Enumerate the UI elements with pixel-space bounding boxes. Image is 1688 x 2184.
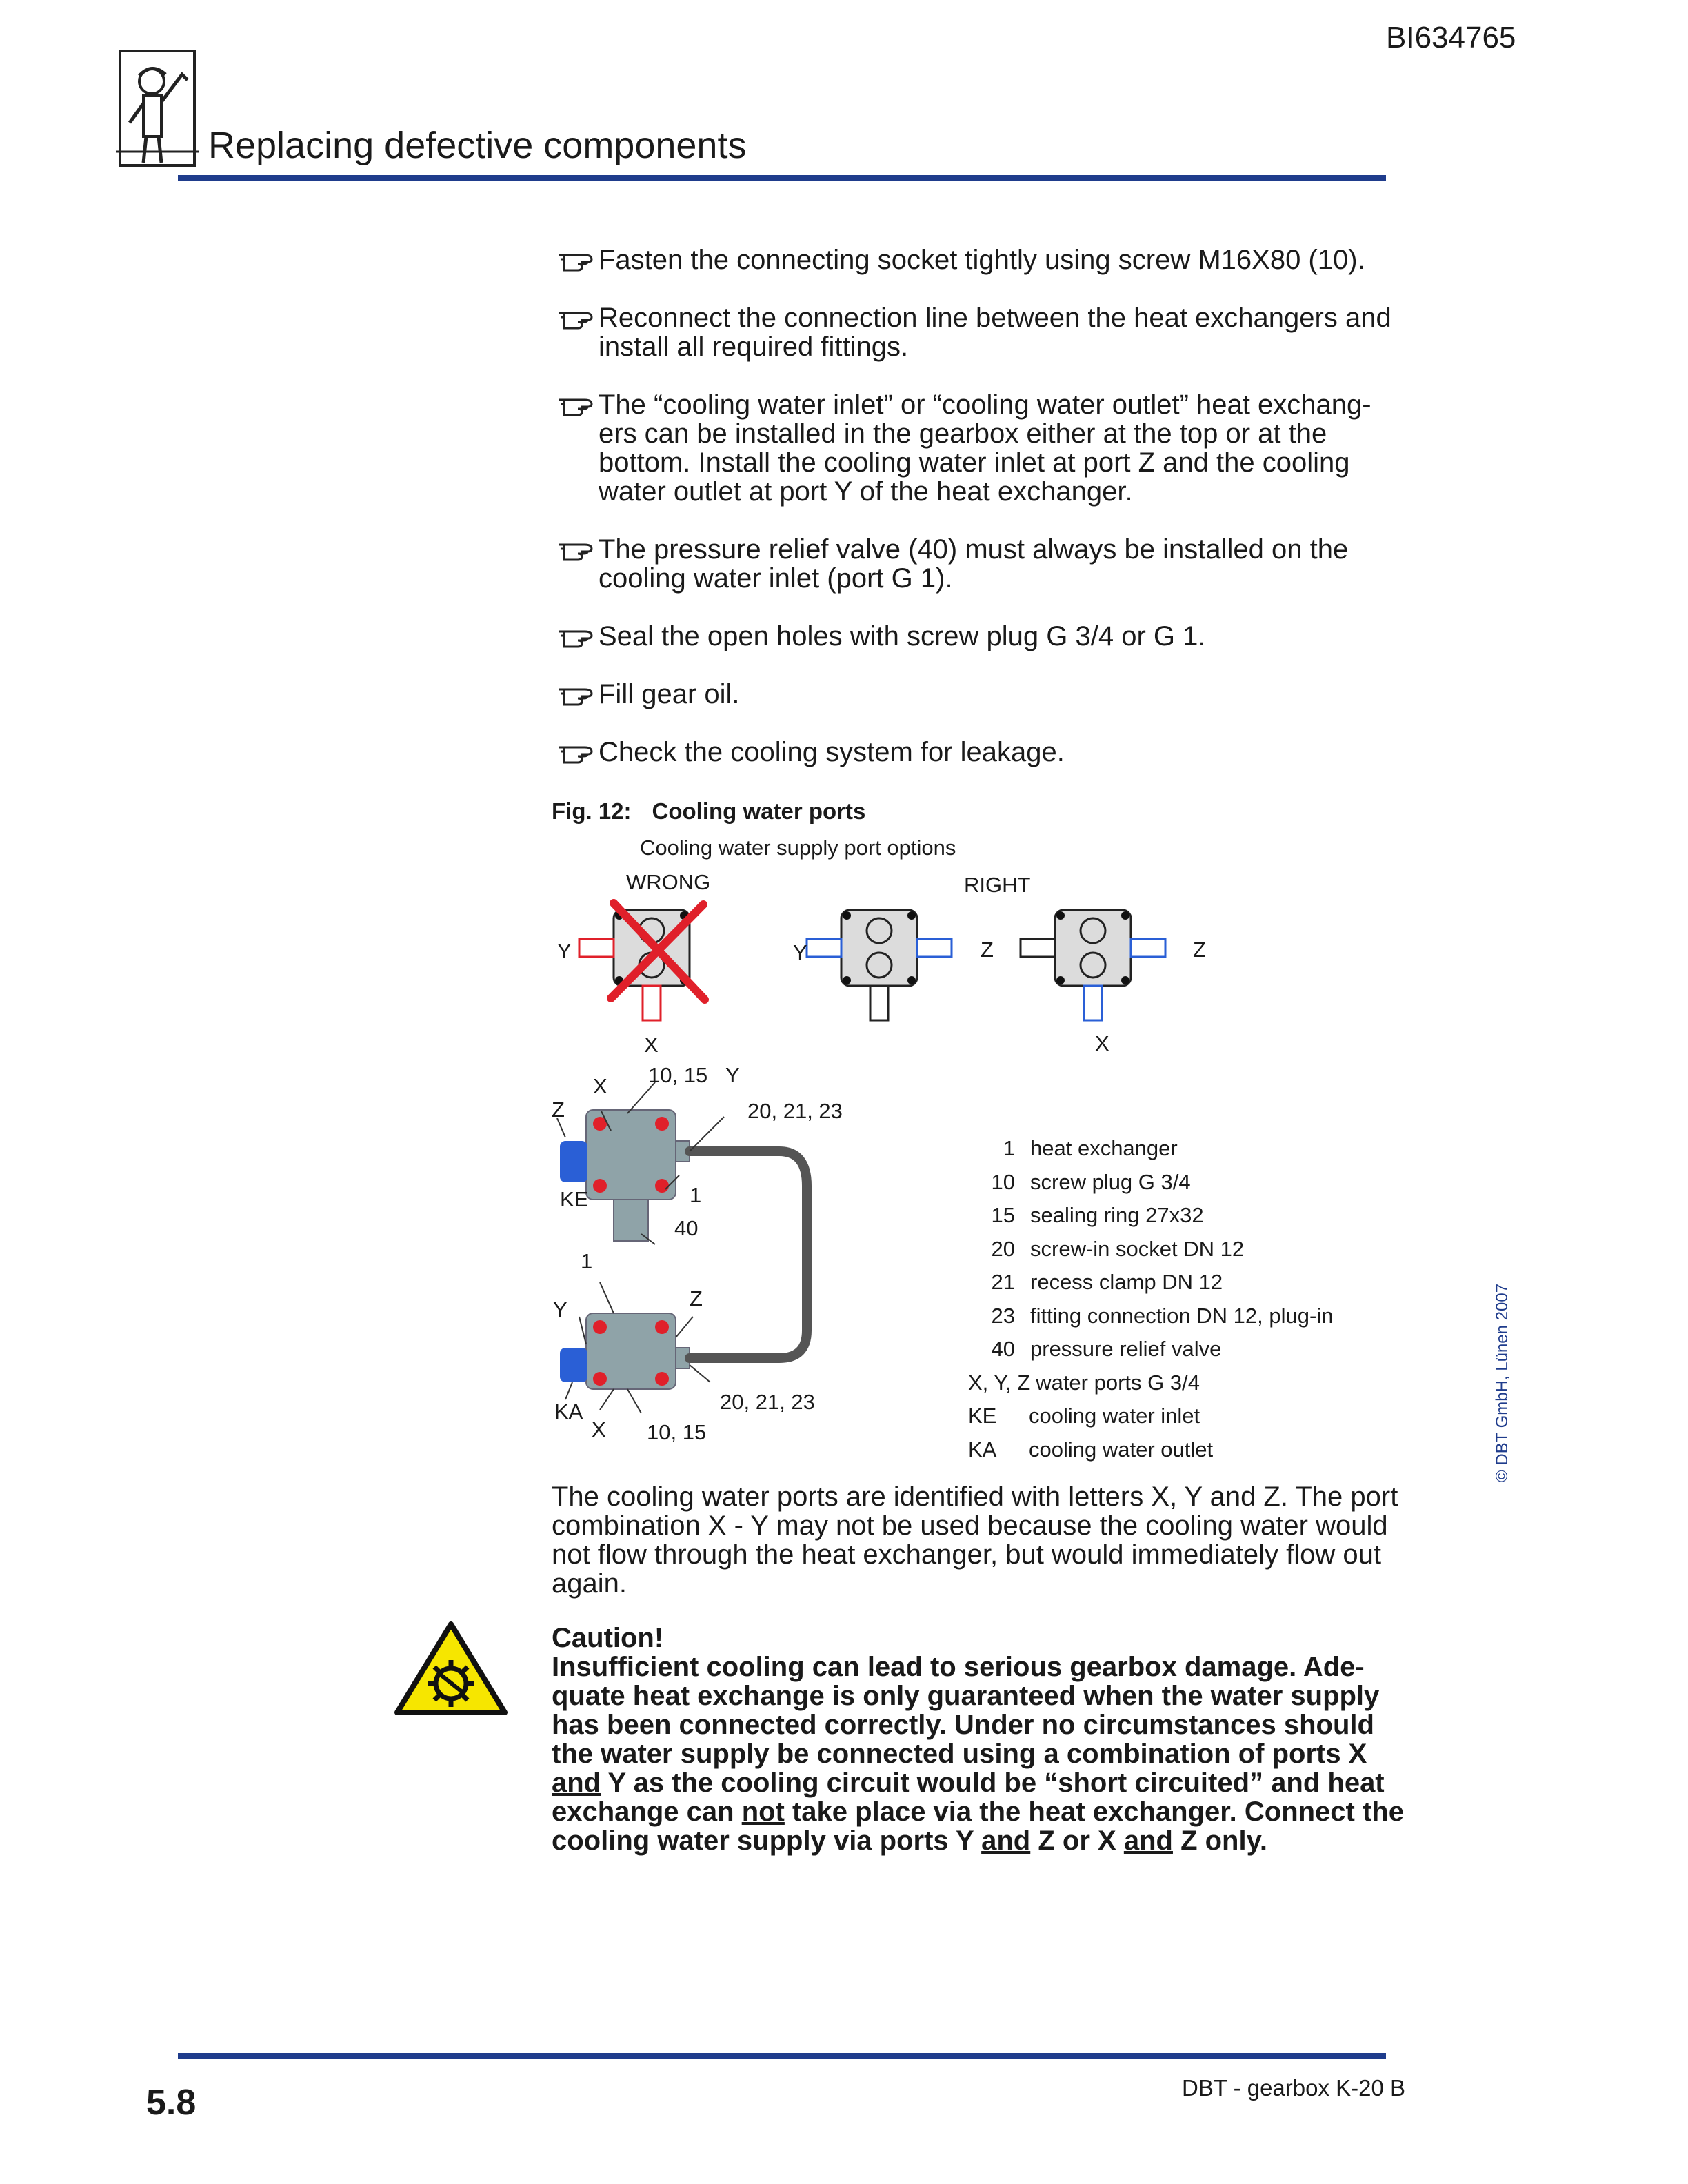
copyright-notice — [1481, 1186, 1523, 1489]
legend-text: water ports G 3/4 — [1036, 1370, 1200, 1395]
caution-emphasis: and — [981, 1826, 1031, 1856]
pointing-hand-icon — [557, 393, 599, 423]
header-rule — [178, 175, 1386, 181]
pointing-hand-icon — [557, 625, 599, 655]
callout-ke: KE — [560, 1187, 589, 1211]
right-label: RIGHT — [964, 873, 1031, 897]
step-item — [557, 245, 1412, 279]
legend-text: sealing ring 27x32 — [1030, 1203, 1204, 1227]
port-y-label: Y — [725, 1063, 740, 1087]
body-paragraph: The cooling water ports are identified with letters X, Y and Z. The port combination X - Y may not be used because the cooling water would not flow through the heat exchanger, but would immediately flow out again. — [552, 1482, 1398, 1599]
legend-number: 23 — [991, 1303, 1015, 1328]
pointing-hand-icon — [557, 538, 599, 568]
step-text: Seal the open holes with screw plug G 3/4 or G 1. — [599, 621, 1206, 651]
legend-row — [972, 1170, 1333, 1204]
legend-text: heat exchanger — [1030, 1136, 1178, 1160]
caution-emphasis: and — [552, 1768, 601, 1798]
legend-number: KA — [968, 1437, 997, 1462]
step-item — [557, 390, 1412, 506]
callout-20-21-23: 20, 21, 23 — [720, 1390, 815, 1414]
port-x-label: X — [1095, 1031, 1109, 1055]
section-title: Replacing defective components — [208, 125, 747, 166]
footer-rule — [178, 2053, 1386, 2059]
legend-text: pressure relief valve — [1030, 1337, 1222, 1361]
document-id: BI634765 — [1386, 21, 1516, 54]
caution-text-part: Z only. — [1172, 1826, 1267, 1856]
port-y-label: Y — [557, 939, 572, 963]
legend-row — [968, 1371, 1333, 1404]
legend-row — [972, 1270, 1333, 1304]
callout-1: 1 — [690, 1183, 702, 1207]
callout-10-15: 10, 15 — [648, 1063, 708, 1087]
pointing-hand-icon — [557, 306, 599, 336]
legend-number: X, Y, Z — [968, 1370, 1031, 1395]
pointing-hand-icon — [557, 248, 599, 279]
legend-number: 40 — [991, 1337, 1015, 1361]
callout-20-21-23: 20, 21, 23 — [747, 1099, 843, 1123]
figure-legend — [968, 1136, 1334, 1470]
port-y-label: Y — [793, 940, 807, 964]
port-x-label: X — [593, 1074, 607, 1098]
step-item — [557, 622, 1412, 655]
legend-row — [972, 1337, 1333, 1371]
legend-row — [972, 1136, 1333, 1170]
legend-row — [968, 1404, 1333, 1437]
footer-document-name: DBT - gearbox K-20 B — [1182, 2075, 1406, 2101]
caution-text-part: Y as the cooling circuit would be “short circuited” and heat exchange can — [552, 1768, 1385, 1827]
port-z-label: Z — [981, 938, 994, 962]
caution-text-part: Z or X — [1030, 1826, 1124, 1856]
callout-ka: KA — [554, 1399, 583, 1424]
step-item — [557, 303, 1412, 361]
figure-title: Cooling water ports — [652, 798, 866, 824]
legend-row — [972, 1304, 1333, 1337]
legend-row — [972, 1203, 1333, 1237]
legend-number: KE — [968, 1404, 997, 1428]
port-z-label: Z — [552, 1098, 565, 1122]
legend-number: 15 — [991, 1203, 1015, 1227]
worker-logo-icon — [116, 47, 199, 171]
caution-heading: Caution! — [552, 1623, 664, 1653]
right-exchanger-drawing — [1021, 910, 1165, 1020]
step-text: The “cooling water inlet” or “cooling water outlet” heat exchang-ers can be installed in the gearbox either at the top or at the bottom. Install the cooling water inlet at port Z and the cooling water outlet at port Y of the heat exchanger. — [599, 390, 1372, 507]
legend-number: 21 — [991, 1270, 1015, 1294]
port-z-label: Z — [1193, 938, 1206, 962]
step-item — [557, 535, 1412, 593]
callout-1: 1 — [581, 1249, 593, 1273]
right-exchanger-drawing — [807, 910, 952, 1020]
legend-text: screw plug G 3/4 — [1030, 1169, 1191, 1194]
legend-text: cooling water inlet — [1029, 1404, 1200, 1428]
legend-number: 1 — [1003, 1136, 1015, 1160]
copyright-text: © DBT GmbH, Lünen 2007 — [1493, 1283, 1511, 1482]
step-text: Fill gear oil. — [599, 679, 740, 709]
legend-text: recess clamp DN 12 — [1030, 1270, 1223, 1294]
step-item — [557, 738, 1412, 771]
warning-triangle-icon — [393, 1620, 509, 1717]
legend-number: 10 — [991, 1169, 1015, 1194]
legend-text: cooling water outlet — [1029, 1437, 1214, 1462]
legend-text: screw-in socket DN 12 — [1030, 1236, 1245, 1261]
port-z-label: Z — [690, 1286, 703, 1311]
legend-row — [972, 1237, 1333, 1271]
port-x-label: X — [592, 1417, 606, 1442]
caution-text-part: take place via the heat exchanger. Connect the cooling water supply via ports Y — [552, 1797, 1404, 1856]
figure-number: Fig. 12: — [552, 798, 632, 824]
pointing-hand-icon — [557, 740, 599, 771]
callout-40: 40 — [674, 1216, 699, 1240]
figure-subtitle: Cooling water supply port options — [640, 836, 956, 860]
wrong-label: WRONG — [626, 870, 711, 894]
caution-text-part: Insufficient cooling can lead to serious gearbox damage. Ade-quate heat exchange is only guaranteed when the water supply has been connected correctly. Under no circumstances should the water supply be connected using a combination of ports X — [552, 1652, 1380, 1769]
port-x-label: X — [644, 1033, 659, 1057]
step-text: Fasten the connecting socket tightly using screw M16X80 (10). — [599, 245, 1365, 275]
legend-row — [968, 1437, 1333, 1471]
step-item — [557, 680, 1412, 713]
caution-emphasis: and — [1123, 1826, 1173, 1856]
page-number: 5.8 — [146, 2083, 197, 2123]
wrong-exchanger-drawing — [579, 903, 705, 1020]
step-text: The pressure relief valve (40) must always be installed on the cooling water inlet (port G 1). — [599, 534, 1349, 594]
legend-number: 20 — [991, 1236, 1015, 1261]
step-text: Reconnect the connection line between the heat exchangers and install all required fittings. — [599, 303, 1391, 362]
step-text: Check the cooling system for leakage. — [599, 737, 1065, 767]
pointing-hand-icon — [557, 682, 599, 713]
caution-emphasis: not — [741, 1797, 785, 1827]
port-y-label: Y — [553, 1297, 567, 1322]
caution-block — [552, 1624, 1407, 1855]
caution-text — [552, 1652, 1407, 1855]
figure-caption — [552, 798, 865, 825]
legend-text: fitting connection DN 12, plug-in — [1030, 1303, 1334, 1328]
callout-10-15: 10, 15 — [647, 1420, 707, 1444]
